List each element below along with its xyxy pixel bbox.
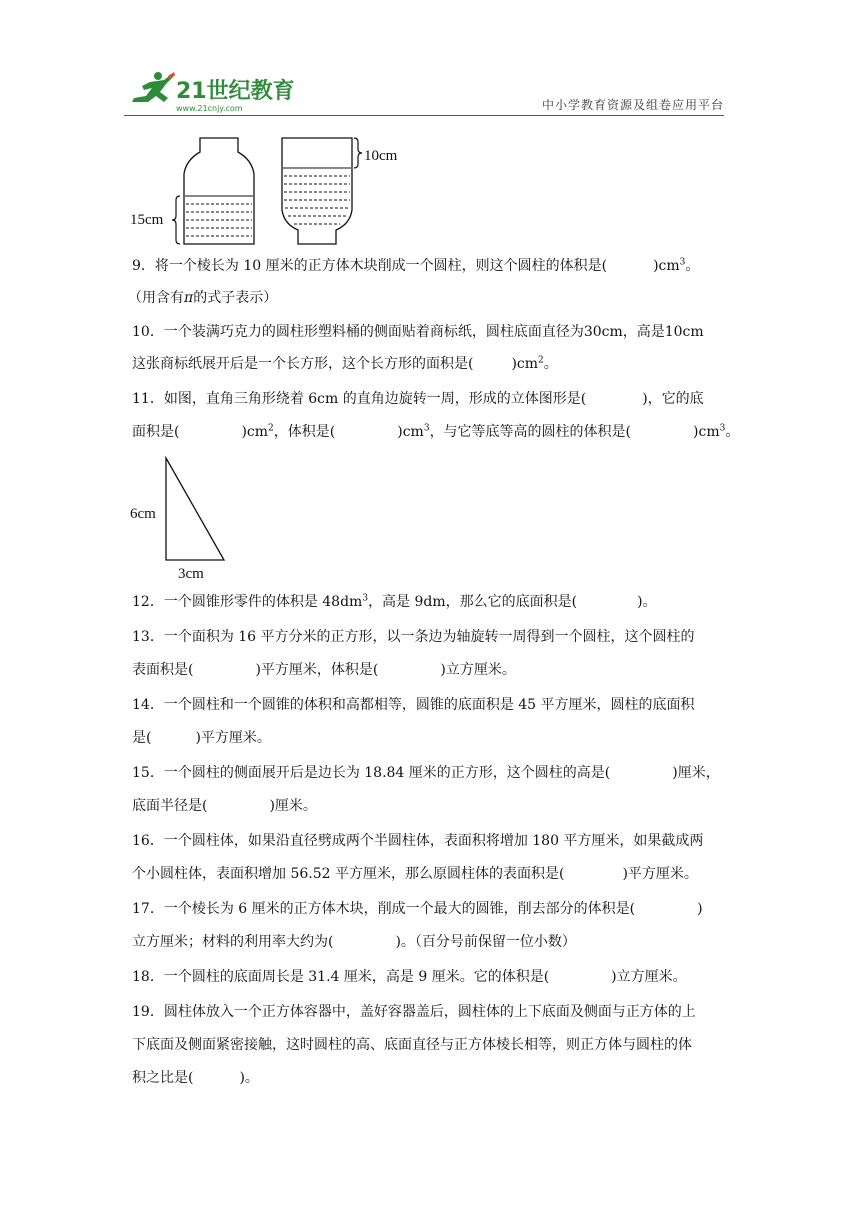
upright-water: [185, 196, 253, 236]
question-11-line2: [132, 422, 740, 442]
q13-b: )平方厘米，体积是(: [255, 662, 379, 678]
q11-line1-end: )，它的底: [642, 391, 704, 407]
q11-f: )cm: [693, 424, 720, 440]
q14-a: 是(: [132, 730, 152, 746]
q19-b: )。: [239, 1070, 259, 1086]
q17-d: )。（百分号前保留一位小数）: [395, 934, 576, 950]
q9-note-b: 的式子表示）: [193, 290, 278, 306]
question-10-line2: [132, 354, 732, 374]
q11-line1: 11．如图，直角三角形绕着 6cm 的直角边旋转一周，形成的立体图形是(: [132, 391, 587, 407]
logo-url: www.21cnjy.com: [176, 104, 243, 113]
question-19-line2: [132, 1035, 732, 1055]
q10-sup: 2: [538, 355, 544, 366]
q11-g: 。: [725, 424, 740, 440]
brace-right: [354, 138, 362, 168]
q12-b: ，高是 9dm，那么它的底面积是(: [368, 594, 578, 610]
q16-line1: 16．一个圆柱体，如果沿直径劈成两个半圆柱体，表面积将增加 180 平方厘米，如果截成两: [132, 833, 704, 849]
question-18: [132, 967, 732, 987]
q9-unit: )cm: [653, 258, 680, 274]
platform-name: 中小学教育资源及组卷应用平台: [541, 98, 724, 112]
q13-line1: 13．一个面积为 16 平方分米的正方形，以一条边为轴旋转一周得到一个圆柱，这个圆柱的: [132, 629, 695, 645]
question-19: [132, 1002, 732, 1022]
logo-text: 21世纪教育: [176, 79, 295, 104]
question-16-line2: [132, 864, 732, 884]
question-9: [132, 256, 732, 276]
q9-note-a: （用含有: [128, 290, 184, 306]
label-6cm: 6cm: [130, 506, 156, 522]
q11-e: ，与它等底等高的圆柱的体积是(: [429, 424, 632, 440]
triangle-figure: [128, 452, 248, 584]
q17-c: 立方厘米；材料的利用率大约为(: [132, 934, 334, 950]
question-15-line2: [132, 796, 732, 816]
q10-end: 。: [543, 356, 558, 372]
q10-unit: )cm: [511, 356, 539, 372]
q11-sup1: 2: [268, 423, 274, 434]
right-triangle: [166, 458, 224, 560]
q12-sup: 3: [362, 593, 369, 604]
bottle-figure: [128, 130, 428, 248]
page-header: [0, 0, 860, 120]
q11-d: )cm: [397, 424, 424, 440]
label-3cm: 3cm: [178, 566, 204, 582]
q10-line2: 这张商标纸展开后是一个长方形，这个长方形的面积是(: [132, 356, 474, 372]
q9-sup: 3: [679, 257, 686, 268]
question-13-line2: [132, 660, 732, 680]
question-16: [132, 831, 732, 851]
q11-a: 面积是(: [132, 424, 180, 440]
question-14: [132, 695, 732, 715]
label-15cm: 15cm: [130, 212, 164, 228]
q9-text: 9．将一个棱长为 10 厘米的正方体木块削成一个圆柱，则这个圆柱的体积是(: [132, 258, 608, 274]
question-14-line2: [132, 728, 732, 748]
q11-sup2: 3: [423, 423, 430, 434]
inverted-water: [283, 168, 351, 224]
q15-d: )厘米。: [269, 798, 317, 814]
q19-line2: 下底面及侧面紧密接触，这时圆柱的高、底面直径与正方体棱长相等，则正方体与圆柱的体: [132, 1037, 692, 1053]
question-11: [132, 389, 732, 409]
question-10: [132, 322, 732, 342]
q17-b: ): [697, 901, 703, 917]
q12-c: )。: [637, 594, 657, 610]
q16-b: )平方厘米。: [622, 866, 698, 882]
question-13: [132, 627, 732, 647]
q11-c: ，体积是(: [273, 424, 336, 440]
q14-b: )平方厘米。: [195, 730, 271, 746]
q13-a: 表面积是(: [132, 662, 194, 678]
q17-a: 17．一个棱长为 6 厘米的正方体木块，削成一个最大的圆锥，削去部分的体积是(: [132, 901, 636, 917]
question-9-line2: [128, 288, 728, 308]
header-divider: [124, 115, 724, 116]
q15-b: )厘米，: [672, 765, 720, 781]
q15-a: 15．一个圆柱的侧面展开后是边长为 18.84 厘米的正方形，这个圆柱的高是(: [132, 765, 611, 781]
q13-c: )立方厘米。: [440, 662, 516, 678]
question-17: [132, 899, 732, 919]
q18-a: 18．一个圆柱的底面周长是 31.4 厘米，高是 9 厘米。它的体积是(: [132, 969, 550, 985]
q14-line1: 14．一个圆柱和一个圆锥的体积和高都相等，圆锥的底面积是 45 平方厘米，圆柱的底面积: [132, 697, 695, 713]
q19-a: 积之比是(: [132, 1070, 194, 1086]
q18-b: )立方厘米。: [611, 969, 687, 985]
q10-line1: 10．一个装满巧克力的圆柱形塑料桶的侧面贴着商标纸，圆柱底面直径为30cm，高是10cm: [132, 324, 704, 340]
inverted-bottle: [282, 138, 352, 244]
label-10cm: 10cm: [364, 148, 398, 164]
logo-21cnjy: [128, 70, 298, 114]
question-12: [132, 592, 732, 612]
q15-c: 底面半径是(: [132, 798, 208, 814]
q11-b: )cm: [241, 424, 269, 440]
question-19-line3: [132, 1068, 732, 1088]
q11-sup3: 3: [719, 423, 726, 434]
q12-a: 12．一个圆锥形零件的体积是 48dm: [132, 594, 363, 610]
q19-line1: 19．圆柱体放入一个正方体容器中，盖好容器盖后，圆柱体的上下底面及侧面与正方体的上: [132, 1004, 696, 1020]
question-15: [132, 763, 732, 783]
question-17-line2: [132, 932, 732, 952]
pi-symbol: π: [184, 290, 194, 306]
q9-end: 。: [685, 258, 700, 274]
q16-a: 个小圆柱体，表面积增加 56.52 平方厘米，那么原圆柱体的表面积是(: [132, 866, 565, 882]
brace-left: [172, 196, 180, 244]
